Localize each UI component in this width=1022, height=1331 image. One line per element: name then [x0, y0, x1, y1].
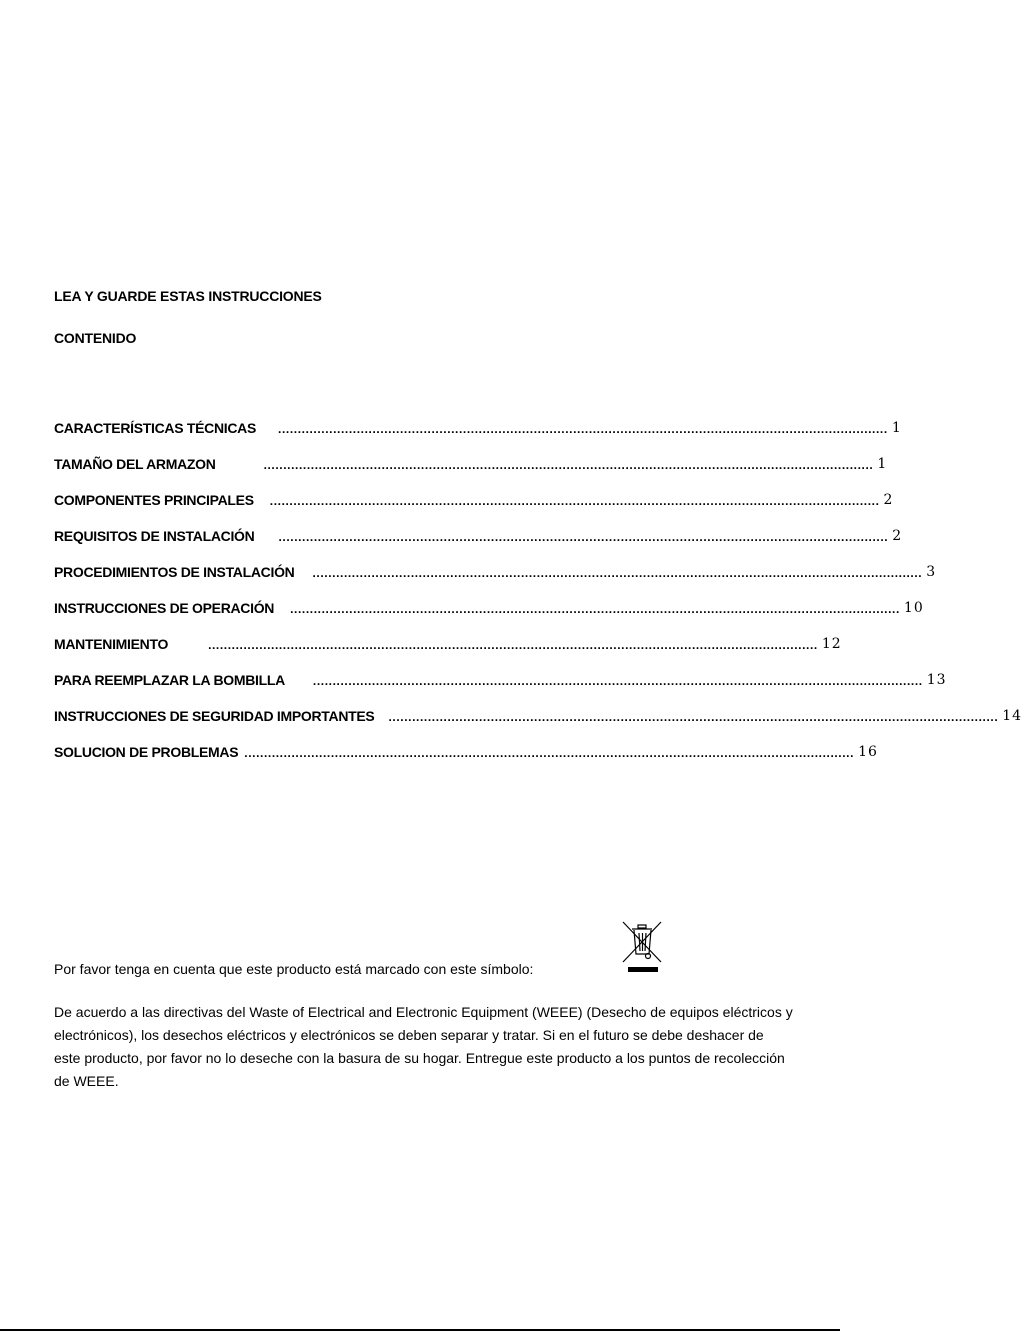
toc-title: COMPONENTES PRINCIPALES [54, 492, 254, 508]
toc-page-number: 1 [891, 420, 902, 436]
toc-page-number: 1 [877, 456, 888, 472]
toc-page-number: 16 [858, 744, 878, 760]
toc-row-frame-size [54, 446, 888, 482]
toc-title: SOLUCION DE PROBLEMAS [54, 744, 239, 760]
toc-row-installation-requirements [54, 518, 903, 554]
toc-page-number: 13 [926, 672, 947, 688]
table-of-contents [54, 410, 1022, 770]
toc-row-replace-bulb [54, 662, 947, 698]
toc-leader-dots: ........................................................................................................................................................... [312, 566, 923, 580]
toc-row-maintenance [54, 626, 842, 662]
toc-row-troubleshooting [54, 734, 878, 770]
crossed-out-wheeled-bin-icon [619, 918, 665, 974]
weee-symbol-note: Por favor tenga en cuenta que este producto está marcado con este símbolo: [54, 961, 534, 977]
toc-page-number: 2 [883, 492, 894, 508]
toc-row-operating-instructions [54, 590, 924, 626]
toc-title: MANTENIMIENTO [54, 636, 169, 652]
toc-row-technical-features [54, 410, 902, 446]
toc-title: INSTRUCCIONES DE SEGURIDAD IMPORTANTES [54, 708, 375, 724]
toc-leader-dots: ........................................................................................................................................................... [312, 674, 923, 688]
toc-title: PROCEDIMIENTOS DE INSTALACIÓN [54, 564, 295, 580]
toc-row-installation-procedures [54, 554, 937, 590]
toc-title: REQUISITOS DE INSTALACIÓN [54, 528, 255, 544]
toc-page-number: 10 [903, 600, 924, 616]
read-and-keep-heading: LEA Y GUARDE ESTAS INSTRUCCIONES [54, 288, 322, 304]
toc-leader-dots: ........................................................................................................................................................... [263, 458, 874, 472]
toc-row-safety-instructions [54, 698, 1022, 734]
toc-title: TAMAÑO DEL ARMAZON [54, 456, 216, 472]
toc-title: INSTRUCCIONES DE OPERACIÓN [54, 600, 275, 616]
toc-page-number: 3 [926, 564, 937, 580]
toc-title: PARA REEMPLAZAR LA BOMBILLA [54, 672, 285, 688]
toc-title: CARACTERÍSTICAS TÉCNICAS [54, 420, 257, 436]
toc-page-number: 12 [821, 636, 842, 652]
toc-page-number: 14 [1002, 708, 1022, 724]
contents-heading: CONTENIDO [54, 330, 137, 346]
toc-row-main-components [54, 482, 894, 518]
toc-leader-dots: ........................................................................................................................................................... [244, 746, 855, 760]
toc-leader-dots: ........................................................................................................................................................... [278, 422, 888, 436]
toc-leader-dots: ........................................................................................................................................................... [208, 638, 818, 652]
toc-leader-dots: ........................................................................................................................................................... [278, 530, 889, 544]
toc-leader-dots: ........................................................................................................................................................... [290, 602, 900, 616]
toc-page-number: 2 [892, 528, 903, 544]
toc-leader-dots: ........................................................................................................................................................... [269, 494, 880, 508]
weee-paragraph: De acuerdo a las directivas del Waste of Electrical and Electronic Equipment (WEEE) (Desecho de equipos eléctricos y electrónicos), los desechos eléctricos y electrónicos se deben separar y tratar. Si en el futuro se debe deshacer de este producto, por favor no lo deseche con la basura de su hogar. Entregue este producto a los puntos de recolección de WEEE. [54, 1004, 793, 1089]
toc-leader-dots: ........................................................................................................................................................... [388, 710, 999, 724]
